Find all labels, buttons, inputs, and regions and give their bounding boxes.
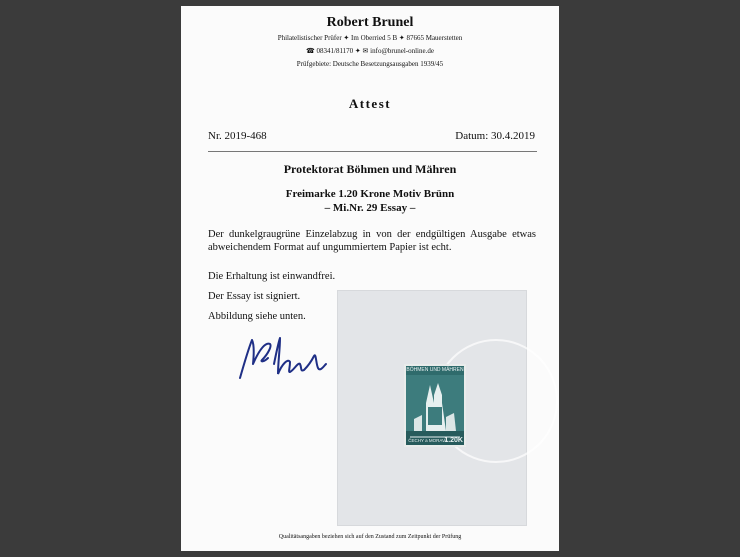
territory-heading: Protektorat Böhmen und Mähren: [283, 162, 457, 176]
examiner-contact: ☎ 08341/81170 ✦ ✉ info@brunel-online.de: [306, 47, 434, 55]
footer-note: Qualitätsangaben beziehen sich auf den Zustand zum Zeitpunkt der Prüfung: [278, 534, 462, 540]
certificate-date: Datum: 30.4.2019: [455, 130, 535, 142]
handwritten-signature: [232, 334, 332, 386]
essay-stamp: [404, 364, 466, 447]
stamp-value: 1.20K: [444, 437, 463, 444]
stamp-bottom-label: ČECHY a MORAVA: [408, 438, 448, 443]
illustration-paragraph: Abbildung siehe unten.: [208, 311, 306, 322]
examiner-name: Robert Brunel: [326, 15, 414, 30]
divider: [208, 151, 537, 152]
condition-paragraph: Die Erhaltung ist einwandfrei.: [208, 271, 336, 282]
signed-paragraph: Der Essay ist signiert.: [208, 291, 301, 302]
cathedral-vignette: [406, 375, 464, 445]
document-title: Attest: [348, 96, 392, 111]
stamp-photo: [337, 290, 527, 526]
description-paragraph: Der dunkelgraugrüne Einzelabzug in von der endgültigen Ausgabe etwas abweichendem Format auf ungummiertem Papier ist echt.: [208, 229, 536, 253]
examiner-areas: Prüfgebiete: Deutsche Besetzungsausgaben 1939/45: [296, 60, 444, 68]
examiner-address: Philatelistischer Prüfer ✦ Im Oberried 5 B ✦ 87665 Mauerstetten: [277, 34, 463, 42]
stamp-top-label: BÖHMEN UND MÄHREN: [406, 367, 464, 373]
catalog-heading: – Mi.Nr. 29 Essay –: [324, 202, 416, 214]
certificate-number: Nr. 2019-468: [208, 130, 267, 142]
item-heading: Freimarke 1.20 Krone Motiv Brünn: [285, 188, 455, 200]
certificate-sheet: [181, 6, 559, 551]
